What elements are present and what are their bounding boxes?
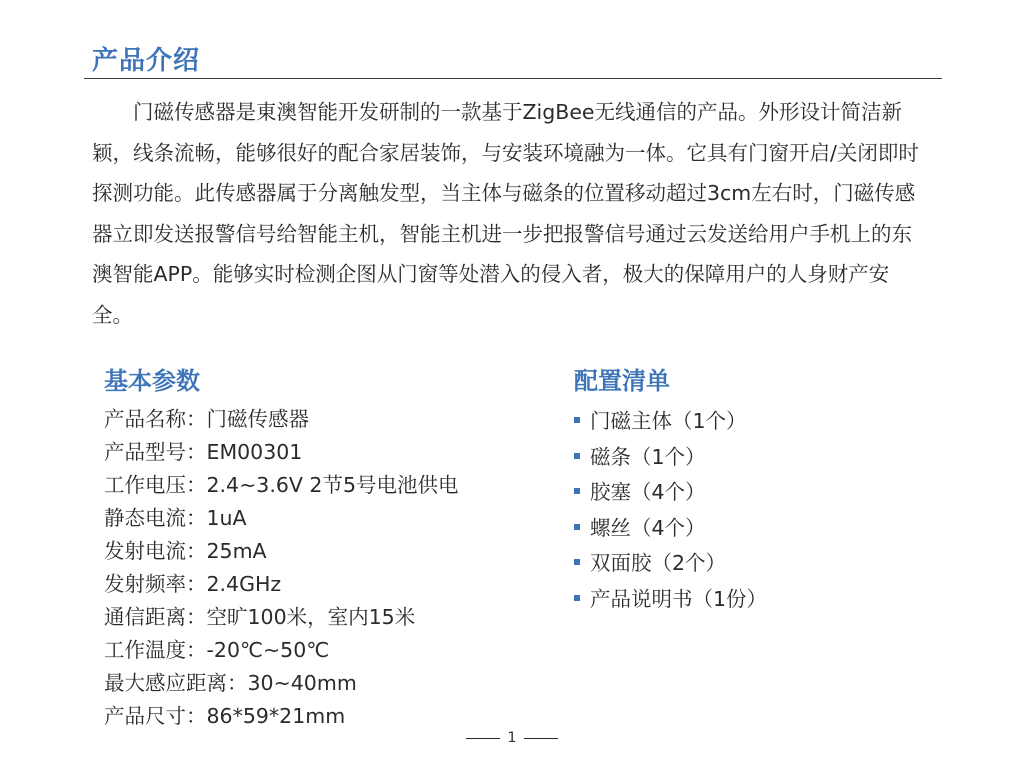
param-item-static-current: 静态电流：1uA <box>104 506 247 530</box>
intro-paragraph: 门磁传感器是東澳智能开发研制的一款基于ZigBee无线通信的产品。外形设计简洁新颖，线条流畅，能够很好的配合家居装饰，与安装环境融为一体。它具有门窗开启/关闭即时探测功能。此传感器属于分离触发型，当主体与磁条的位置移动超过3cm左右时，门磁传感器立即发送报警信号给智能主机，智能主机进一步把报警信号通过云发送给用户手机上的东澳智能APP。能够实时检测企图从门窗等处潜入的侵入者，极大的保障用户的人身财产安全。 <box>92 100 919 327</box>
config-item <box>574 440 767 476</box>
config-item-label: 磁条（1个） <box>590 444 706 469</box>
param-item-temperature: 工作温度：-20℃~50℃ <box>104 638 330 662</box>
config-item <box>574 546 767 582</box>
param-item-tx-current: 发射电流：25mA <box>104 539 267 563</box>
config-item-label: 螺丝（4个） <box>590 515 706 540</box>
config-item-label: 产品说明书（1份） <box>590 586 768 611</box>
square-bullet-icon <box>574 524 580 530</box>
params-list <box>104 403 459 733</box>
config-item-label: 双面胶（2个） <box>590 551 727 575</box>
config-item <box>574 475 767 511</box>
param-item-range: 通信距离：空旷100米，室内15米 <box>104 605 416 629</box>
param-item-size: 产品尺寸：86*59*21mm <box>104 704 346 728</box>
params-section-title: 基本参数 <box>104 367 200 395</box>
config-item <box>574 404 767 440</box>
page-footer <box>0 730 1024 746</box>
square-bullet-icon <box>574 453 580 459</box>
config-item <box>574 511 767 547</box>
footer-dash-right <box>524 738 558 739</box>
footer-dash-left <box>466 738 500 739</box>
square-bullet-icon <box>574 595 580 601</box>
title-divider <box>84 78 942 79</box>
square-bullet-icon <box>574 559 580 565</box>
config-item-label: 胶塞（4个） <box>590 480 706 504</box>
config-list <box>574 404 767 617</box>
param-item-sensing-distance: 最大感应距离：30~40mm <box>104 671 357 695</box>
config-item <box>574 582 767 618</box>
param-item-frequency: 发射频率：2.4GHz <box>104 572 282 596</box>
param-item-name: 产品名称：门磁传感器 <box>104 407 309 431</box>
page-title: 产品介绍 <box>92 46 201 76</box>
config-section-title: 配置清单 <box>574 367 670 395</box>
param-item-model: 产品型号：EM00301 <box>104 440 303 464</box>
config-item-label: 门磁主体（1个） <box>590 409 747 433</box>
square-bullet-icon <box>574 417 580 423</box>
square-bullet-icon <box>574 488 580 494</box>
param-item-voltage: 工作电压：2.4~3.6V 2节5号电池供电 <box>104 473 459 497</box>
page-number: 1 <box>507 730 517 746</box>
